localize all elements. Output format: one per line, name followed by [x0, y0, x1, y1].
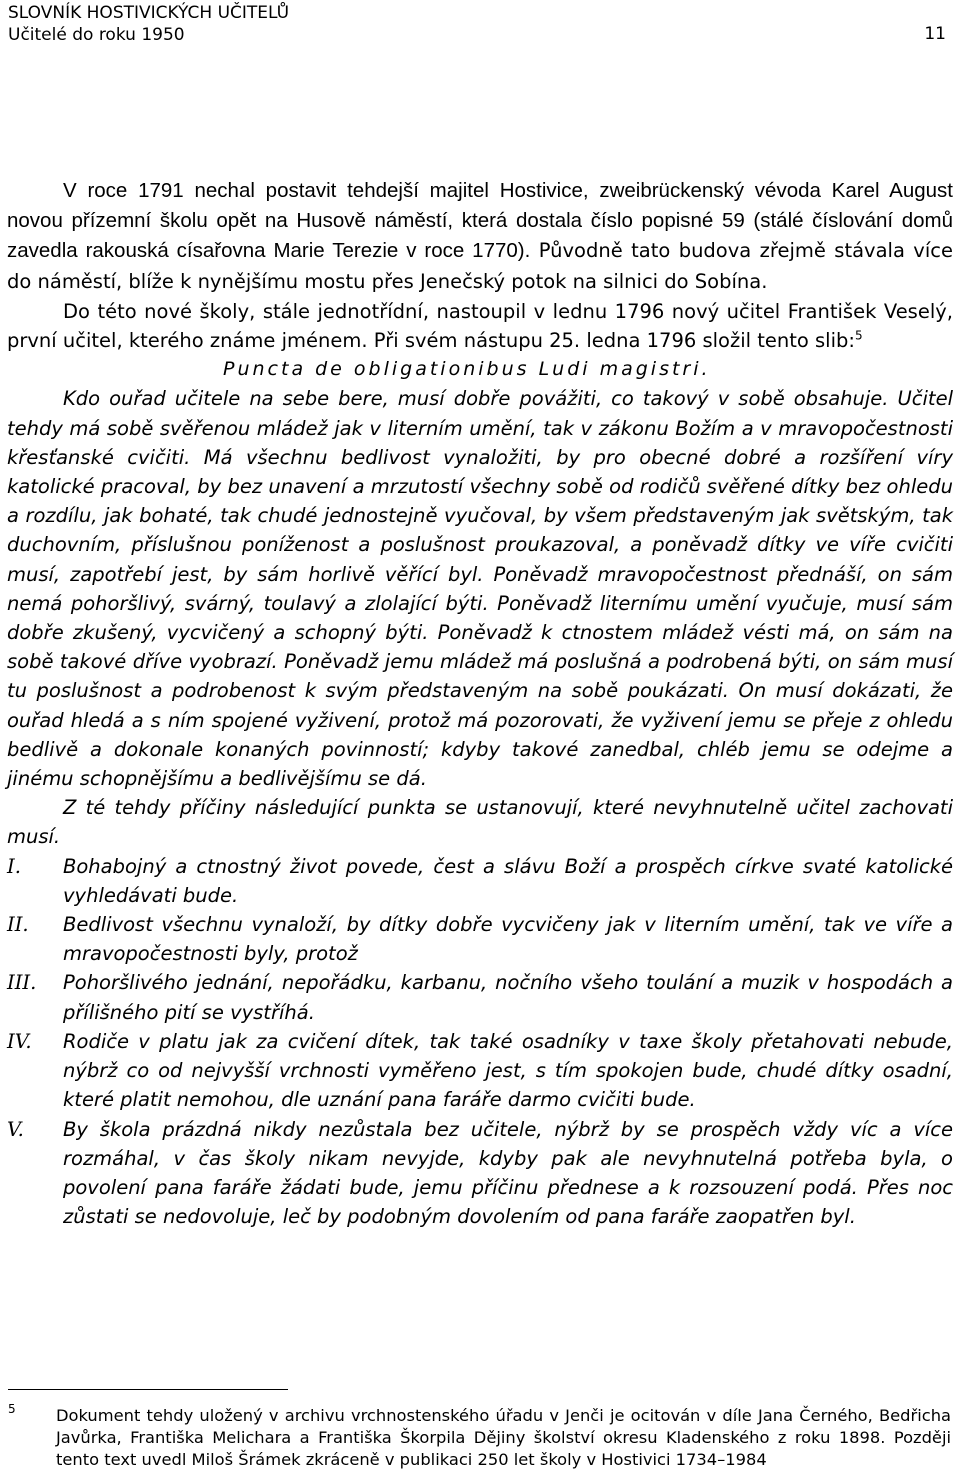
points-intro: Z té tehdy příčiny následující punkta se ustanovují, které nevyhnutelně učitel zachovati musí.	[7, 796, 953, 849]
list-item-number: V.	[7, 1117, 24, 1141]
list-item-text: Rodiče v platu jak za cvičení dítek, tak také osadníky v taxe školy přetahovati nebude, nýbrž co od nejvyšší vrchnosti vyměřeno jest, s tím spokojen bude, chudé dítky osadní, které platit nemohou, dle uznání pana faráře darmo cvičiti bude.	[63, 1029, 953, 1112]
paragraph-text: Původně tato budova zřejmě stávala více do náměstí, blíže k nynějšímu mostu přes Jenečský potok na silnici do Sobína.	[7, 239, 953, 293]
paragraph-new-school	[7, 176, 953, 297]
list-item	[7, 910, 953, 968]
page-number: 11	[924, 24, 946, 44]
list-item	[7, 1115, 953, 1232]
list-item	[7, 1027, 953, 1115]
list-item-text: Bedlivost všechnu vynaloží, by dítky dobře vycvičeny jak v literním umění, tak ve víře a mravopočestnosti byly, protož	[63, 913, 953, 966]
footnote-number: 5	[8, 1402, 16, 1416]
points-list	[7, 852, 953, 1232]
list-item-text: Bohabojný a ctnostný život povede, čest a slávu Boží a prospěch církve svaté katolické vyhledávati bude.	[63, 854, 953, 907]
paragraph-text: Do této nové školy, stále jednotřídní, nastoupil v lednu 1796 nový učitel František Veselý, první učitel, kterého známe jménem.	[7, 299, 953, 353]
oath-text: Kdo ouřad učitele na sebe bere, musí dobře povážiti, co takový v sobě obsahuje. Učitel tehdy má sobě svěřenou mládež jak v literním umění, tak v zákonu Božím a v mravopočestnosti křesťanské cvičiti. Má všechnu bedlivost vynaložiti, by pro obecné dobré a rozšíření víry katolické pracoval, by bez unavení a mrzutostí všechny sobě od rodičů svěřené dítky bez ohledu a rozdílu, jak bohaté, tak chudé jednostejně vyučoval, by všem představeným jak světským, tak duchovním, příslušnou poníženost a poslušnost proukazoval, a poněvadž dítky ve víře cvičiti musí, zapotřebí jest, by sám horlivě věřící byl. Poněvadž mravopočestnost přednáší, on sám nemá pohoršlivý, svárný, toulavý a zlolající býti. Poněvadž liternímu umění vyučuje, musí sám dobře zkušený, vycvičený a schopný býti. Poněvadž k ctnostem mládež vésti má, on sám na sobě takové dříve vyobrazí. Poněvadž jemu mládež má poslušná a podrobená býti, on sám musí tu poslušnost a podrobenost k svým představeným na sobě poukázati. On musí dokázati, že ouřad hledá a s ním spojené vyživení, protož má pozorovati, že vyživení jemu se přeje z ohledu bedlivě a dokonale konaných povinností; kdyby takové zanedbal, chléb jemu se odejme a jinému schopnějšímu a bedlivějšímu se dá.	[7, 387, 953, 791]
footnote-ref: 5	[854, 328, 863, 343]
list-item-number: IV.	[7, 1029, 32, 1053]
footnote-divider	[8, 1389, 288, 1390]
list-item	[7, 852, 953, 910]
latin-title: Puncta de obligationibus Ludi magistri.	[223, 358, 711, 381]
list-item	[7, 968, 953, 1026]
list-item-number: III.	[7, 971, 37, 995]
paragraph-text: V roce 1791 nechal postavit tehdejší majitel Hostivice, zweibrückenský vévoda Karel August novou přízemní školu opět na Husově náměstí, která dostala číslo popisné 59 (stálé číslování domů zavedla rakouská císařovna Marie Terezie v roce 1770).	[7, 179, 953, 263]
paragraph-first-teacher	[7, 297, 953, 355]
page-body	[7, 176, 953, 1231]
list-item-number: II.	[7, 913, 29, 937]
running-header	[8, 2, 289, 46]
list-item-number: I.	[7, 854, 21, 878]
footnote-text: Dokument tehdy uložený v archivu vrchnostenského úřadu v Jenči je ocitován v díle Jana Černého, Bedřicha Javůrka, Františka Melichara a Františka Škorpila Dějiny školství okresu Kladenského z roku 1898. Později tento text uvedl Miloš Šrámek zkráceně v publikaci 250 let školy v Hostivici 1734–1984	[56, 1406, 951, 1469]
list-item-text: By škola prázdná nikdy nezůstala bez učitele, nýbrž by se prospěch vždy víc a více rozmáhal, v čas školy nikam nevyjde, kdyby pak ale nevyhnutelná potřeba byla, o povolení pana faráře žádati bude, jemu příčinu přednese a k rozsouzení podá. Přes noc zůstati se nedovoluje, leč by podobným dovolením od pana faráře zaopatřen byl.	[63, 1117, 953, 1229]
header-subtitle: Učitelé do roku 1950	[8, 25, 185, 45]
header-title: SLOVNÍK HOSTIVICKÝCH UČITELŮ	[8, 3, 290, 23]
paragraph-text: Při svém nástupu 25. ledna 1796 složil tento slib:	[367, 329, 855, 353]
list-item-text: Pohoršlivého jednání, nepořádku, karbanu, nočního všeho toulání a muzik v hospodách a přílišného pití se vystříhá.	[63, 971, 953, 1024]
